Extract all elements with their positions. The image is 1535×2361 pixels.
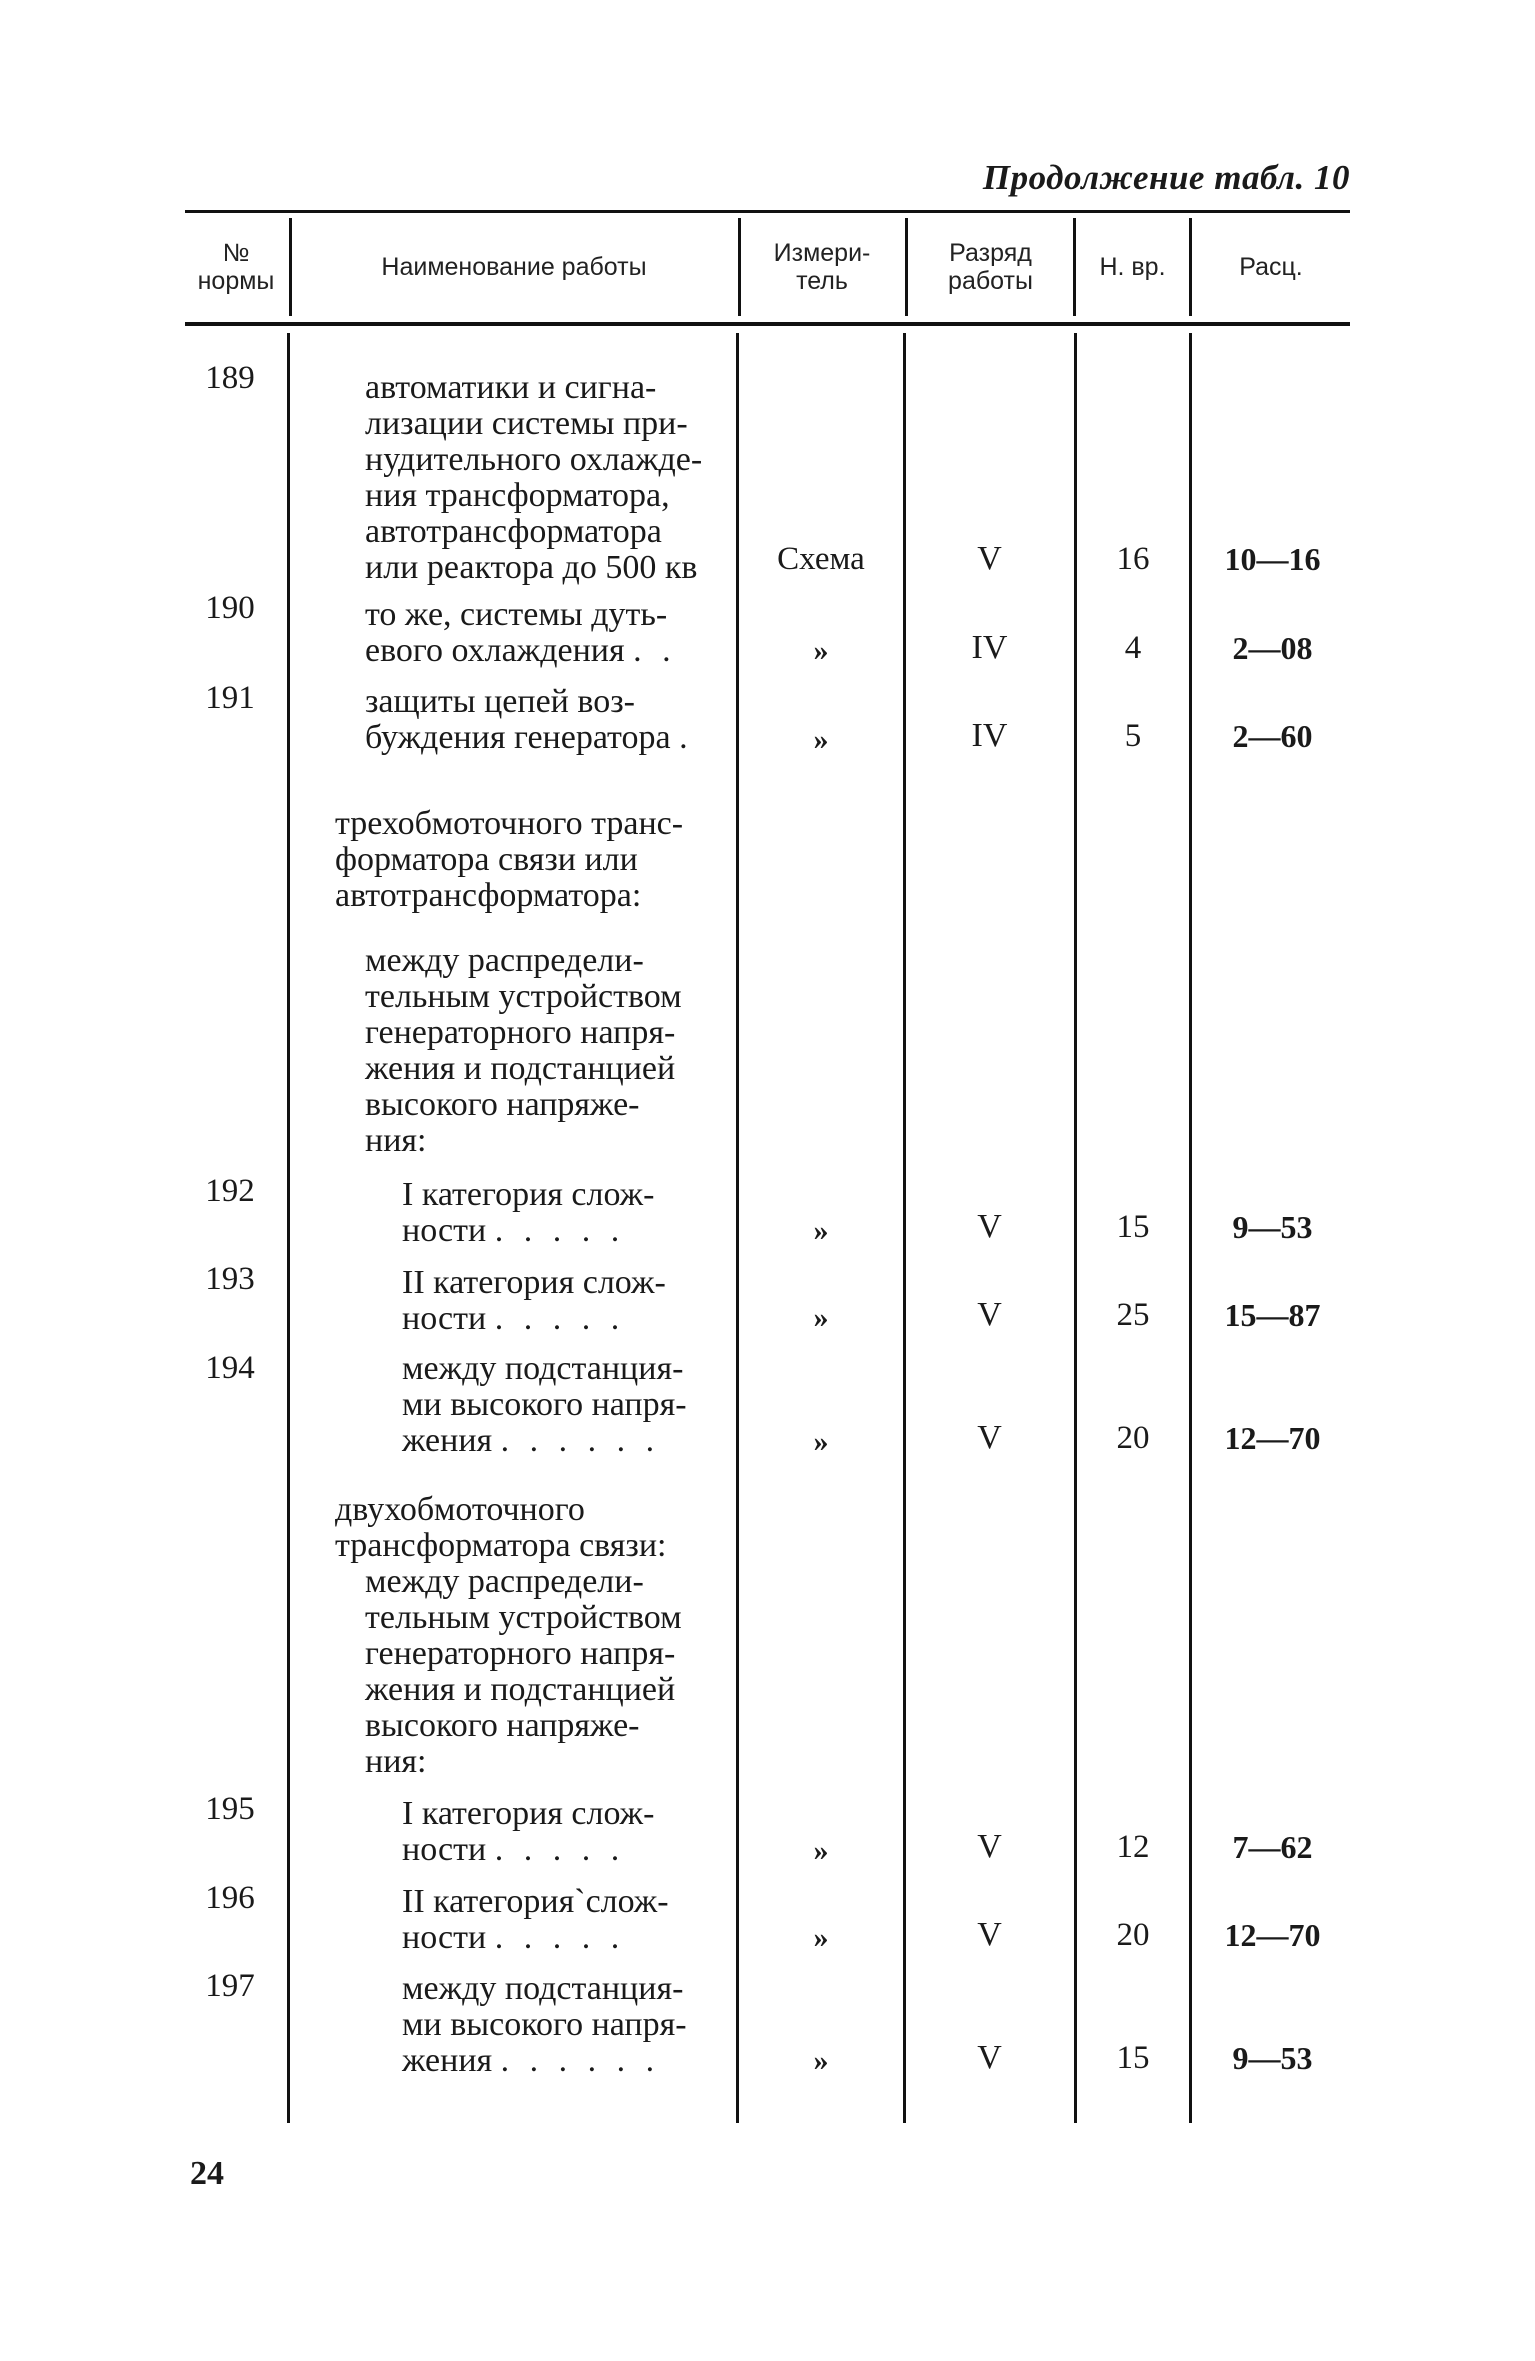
header-work-grade: Разряд работы xyxy=(948,239,1033,295)
work-description xyxy=(402,1177,725,1249)
work-grade: IV xyxy=(971,629,1008,666)
table-header-rule xyxy=(185,322,1350,326)
column-divider xyxy=(1189,333,1192,2123)
work-description xyxy=(402,1265,725,1337)
work-grade: V xyxy=(977,1296,1002,1333)
norm-number: 189 xyxy=(205,360,255,396)
dot-leader: . . . . . xyxy=(494,1831,626,1868)
work-description-text: между подстанция- ми высокого напря- жения xyxy=(402,1350,687,1459)
ditto-mark: » xyxy=(813,723,829,756)
norm-number: 194 xyxy=(205,1350,255,1386)
table-top-rule xyxy=(185,210,1350,213)
norm-number: 190 xyxy=(205,590,255,626)
norm-number: 192 xyxy=(205,1173,255,1209)
column-divider xyxy=(903,333,906,2123)
rate: 7—62 xyxy=(1232,1829,1313,1865)
rate: 15—87 xyxy=(1224,1297,1321,1333)
dot-leader: . . . . . xyxy=(494,1300,626,1337)
time-norm: 5 xyxy=(1124,718,1142,754)
time-norm: 12 xyxy=(1116,1829,1150,1865)
work-description xyxy=(402,1884,725,1956)
time-norm: 20 xyxy=(1116,1420,1150,1456)
work-description xyxy=(365,597,725,669)
page-number: 24 xyxy=(190,2155,224,2192)
table-continuation-caption: Продолжение табл. 10 xyxy=(982,158,1350,197)
header-time-norm: Н. вр. xyxy=(1099,253,1166,281)
work-grade: V xyxy=(977,1419,1002,1456)
work-description xyxy=(402,1796,725,1868)
work-description-text: I категория слож- ности xyxy=(402,1176,655,1249)
section-subheading: между распредели- тельным устройством генераторного напря- жения и подстанцией высокого напряже- ния: xyxy=(365,1563,682,1780)
work-grade: IV xyxy=(971,717,1008,754)
norm-number: 195 xyxy=(205,1791,255,1827)
ditto-mark: » xyxy=(813,1425,829,1458)
section-subheading: между распредели- тельным устройством генераторного напря- жения и подстанцией высокого напряже- ния: xyxy=(365,942,682,1159)
ditto-mark: » xyxy=(813,1301,829,1334)
rate: 9—53 xyxy=(1232,2040,1313,2076)
time-norm: 15 xyxy=(1116,1209,1150,1245)
rate: 2—60 xyxy=(1232,718,1313,754)
ditto-mark: » xyxy=(813,634,829,667)
ditto-mark: » xyxy=(813,2044,829,2077)
section-heading: двухобмоточного трансформатора связи: xyxy=(335,1491,667,1564)
work-grade: V xyxy=(977,2039,1002,2076)
dot-leader: . . . . . . xyxy=(500,1422,661,1459)
rate: 12—70 xyxy=(1224,1420,1321,1456)
section-heading: трехобмоточного транс- форматора связи или автотрансформатора: xyxy=(335,805,684,914)
work-description-text: II категория`слож- ности xyxy=(402,1883,669,1956)
work-description-text: I категория слож- ности xyxy=(402,1795,655,1868)
dot-leader: . . xyxy=(633,632,677,669)
work-description-text: защиты цепей воз- буждения генератора xyxy=(365,683,671,756)
work-grade: V xyxy=(977,1916,1002,1953)
column-divider xyxy=(287,333,290,2123)
work-grade: V xyxy=(977,1828,1002,1865)
column-divider xyxy=(736,333,739,2123)
work-grade: V xyxy=(977,1208,1002,1245)
measure-unit: Схема xyxy=(777,541,865,577)
work-description: автоматики и сигна- лизации системы при- нудительного охлажде- ния трансформатора, автотрансформатора или реактора до 500 кв xyxy=(365,369,703,586)
work-grade: V xyxy=(977,540,1002,577)
norm-number: 197 xyxy=(205,1968,255,2004)
ditto-mark: » xyxy=(813,1834,829,1867)
rate: 10—16 xyxy=(1224,541,1321,577)
time-norm: 16 xyxy=(1116,541,1150,577)
dot-leader: . . . . . xyxy=(494,1919,626,1956)
rate: 12—70 xyxy=(1224,1917,1321,1953)
work-description xyxy=(402,1351,725,1459)
time-norm: 4 xyxy=(1124,630,1142,666)
header-measure-unit: Измери- тель xyxy=(773,239,871,295)
norm-number: 196 xyxy=(205,1880,255,1916)
time-norm: 15 xyxy=(1116,2040,1150,2076)
dot-leader: . xyxy=(679,719,694,756)
work-description-text: между подстанция- ми высокого напря- жения xyxy=(402,1970,687,2079)
work-description-text: II категория слож- ности xyxy=(402,1264,666,1337)
ditto-mark: » xyxy=(813,1921,829,1954)
time-norm: 25 xyxy=(1116,1297,1150,1333)
norm-number: 193 xyxy=(205,1261,255,1297)
work-description-text: то же, системы дуть- евого охлаждения xyxy=(365,596,668,669)
header-norm-number: № нормы xyxy=(197,239,275,295)
work-description xyxy=(365,684,725,756)
work-description xyxy=(402,1971,725,2079)
dot-leader: . . . . . . xyxy=(500,2042,661,2079)
header-rate: Расц. xyxy=(1239,253,1303,281)
time-norm: 20 xyxy=(1116,1917,1150,1953)
rate: 2—08 xyxy=(1232,630,1313,666)
dot-leader: . . . . . xyxy=(494,1212,626,1249)
ditto-mark: » xyxy=(813,1214,829,1247)
rate: 9—53 xyxy=(1232,1209,1313,1245)
header-work-name: Наименование работы xyxy=(381,253,647,281)
norm-number: 191 xyxy=(205,680,255,716)
